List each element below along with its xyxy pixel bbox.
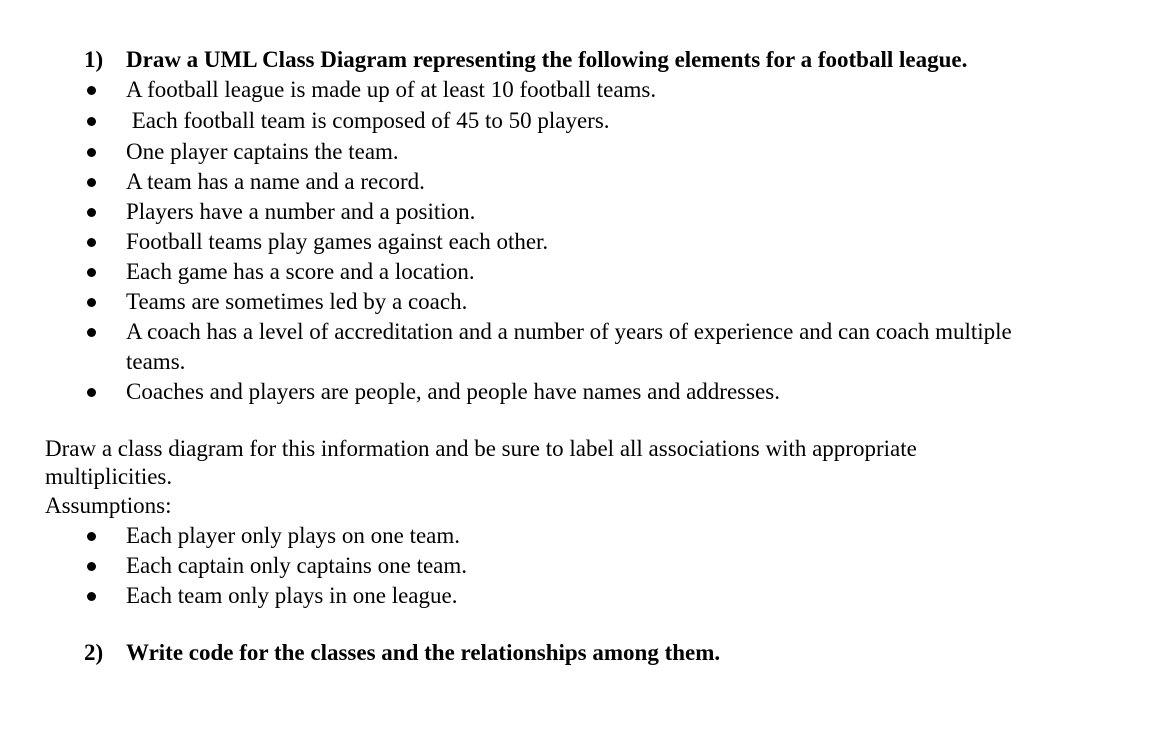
q1-bullet-3: One player captains the team. [126, 139, 399, 164]
bullet-dot [87, 178, 96, 187]
bullet-dot [87, 238, 96, 247]
bullet-dot [87, 298, 96, 307]
bullet-dot [87, 388, 96, 397]
assumption-1: Each player only plays on one team. [126, 523, 461, 548]
q1-bullet-2: Each football team is composed of 45 to 50 players. [126, 108, 610, 133]
q1-bullet-8: Teams are sometimes led by a coach. [126, 289, 468, 314]
q1-bullet-6: Football teams play games against each other. [126, 229, 549, 254]
q1-bullet-5: Players have a number and a position. [126, 199, 476, 224]
bullet-dot [87, 532, 96, 541]
q1-bullet-10: Coaches and players are people, and people have names and addresses. [126, 379, 780, 404]
instructions-line-2: multiplicities. [45, 464, 173, 489]
question-1-title: Draw a UML Class Diagram representing the following elements for a football league. [126, 47, 968, 72]
question-1-number: 1) [84, 47, 104, 72]
instructions-line-1: Draw a class diagram for this information and be sure to label all associations with appropriate [45, 436, 917, 461]
bullet-dot [87, 268, 96, 277]
q1-bullet-7: Each game has a score and a location. [126, 259, 475, 284]
q1-bullet-9-continuation: teams. [126, 349, 186, 374]
bullet-dot [87, 562, 96, 571]
q1-bullet-4: A team has a name and a record. [126, 169, 425, 194]
bullet-dot [87, 328, 96, 337]
bullet-dot [87, 117, 96, 126]
bullet-dot [87, 592, 96, 601]
question-2-number: 2) [84, 640, 104, 665]
bullet-dot [87, 86, 96, 95]
bullet-dot [87, 148, 96, 157]
question-2-title: Write code for the classes and the relationships among them. [126, 640, 721, 665]
q1-bullet-9: A coach has a level of accreditation and a number of years of experience and can coach multiple [126, 319, 1012, 344]
assumption-2: Each captain only captains one team. [126, 553, 468, 578]
assumptions-label: Assumptions: [45, 493, 172, 518]
q1-bullet-1: A football league is made up of at least 10 football teams. [126, 77, 657, 102]
assumption-3: Each team only plays in one league. [126, 583, 458, 608]
bullet-dot [87, 208, 96, 217]
